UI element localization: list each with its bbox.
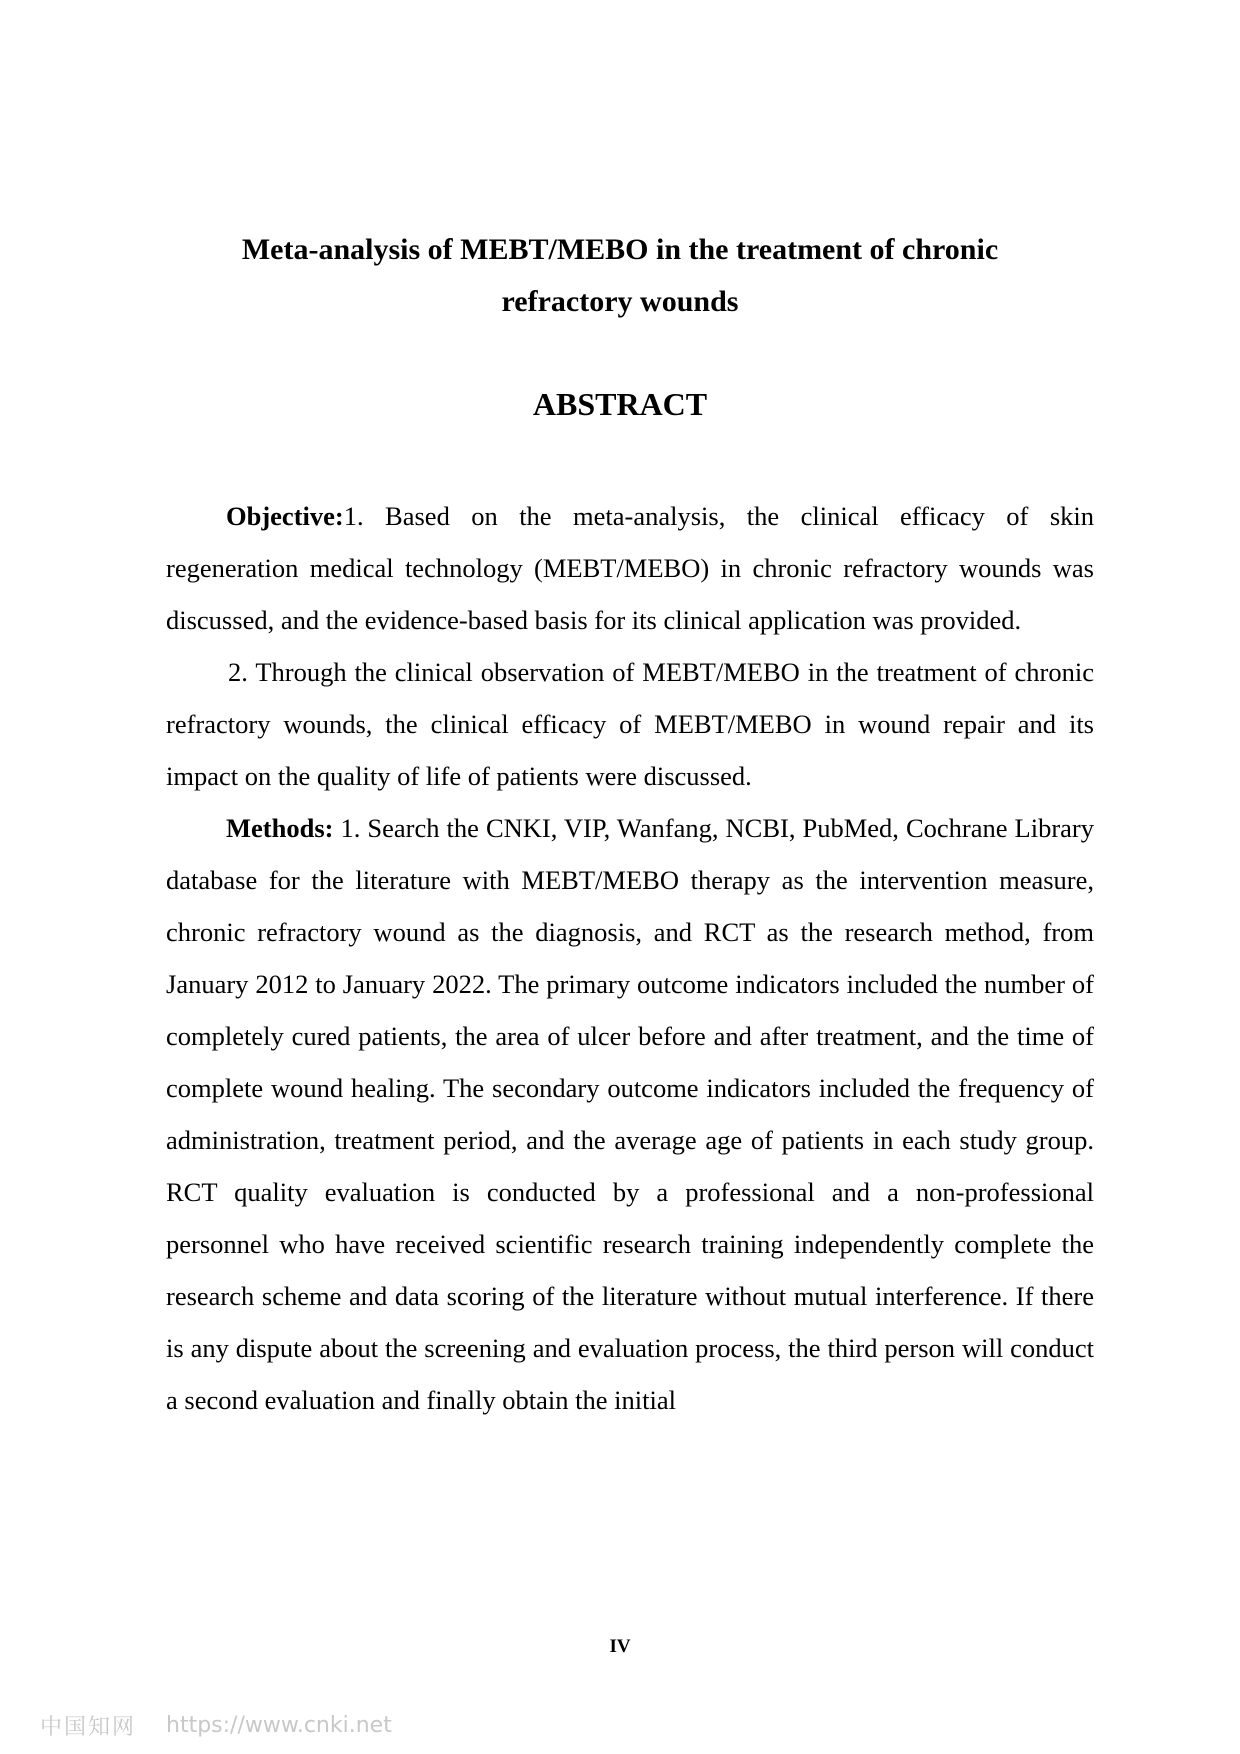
objective-item-1: 1. Based on the meta-analysis, the clinical efficacy of skin regeneration medical technology (MEBT/MEBO) in chronic refractory wounds was discussed, and the evidence-based basis for its clinical application was provided. (166, 501, 1094, 635)
abstract-body (166, 490, 1094, 1426)
objective-label: Objective: (226, 501, 344, 531)
objective-item-2: 2. Through the clinical observation of MEBT/MEBO in the treatment of chronic refractory wounds, the clinical efficacy of MEBT/MEBO in wound repair and its impact on the quality of life of patients were discussed. (166, 657, 1094, 791)
section-heading: ABSTRACT (532, 386, 708, 422)
methods-paragraph (166, 802, 1094, 1426)
watermark (40, 1710, 392, 1740)
objective-paragraph (166, 490, 1094, 646)
title-line-1: Meta-analysis of MEBT/MEBO in the treatment of chronic (241, 233, 999, 266)
paper-title (150, 224, 1090, 328)
cnki-logo: 中国知网 (40, 1714, 137, 1740)
page-number: IV (609, 1636, 631, 1657)
objective-paragraph-2 (166, 646, 1094, 802)
methods-text: 1. Search the CNKI, VIP, Wanfang, NCBI, PubMed, Cochrane Library database for the literature with MEBT/MEBO therapy as the intervention measure, chronic refractory wound as the diagnosis, and RCT as the research method, from January 2012 to January 2022. The primary outcome indicators included the number of completely cured patients, the area of ulcer before and after treatment, and the time of complete wound healing. The secondary outcome indicators included the frequency of administration, treatment period, and the average age of patients in each study group. RCT quality evaluation is conducted by a professional and a non-professional personnel who have received scientific research training independently complete the research scheme and data scoring of the literature without mutual interference. If there is any dispute about the screening and evaluation process, the third person will conduct a second evaluation and finally obtain the initial (166, 813, 1094, 1415)
watermark-url: https://www.cnki.net (166, 1712, 392, 1738)
title-line-2: refractory wounds (501, 285, 739, 318)
methods-label: Methods: (226, 813, 334, 843)
